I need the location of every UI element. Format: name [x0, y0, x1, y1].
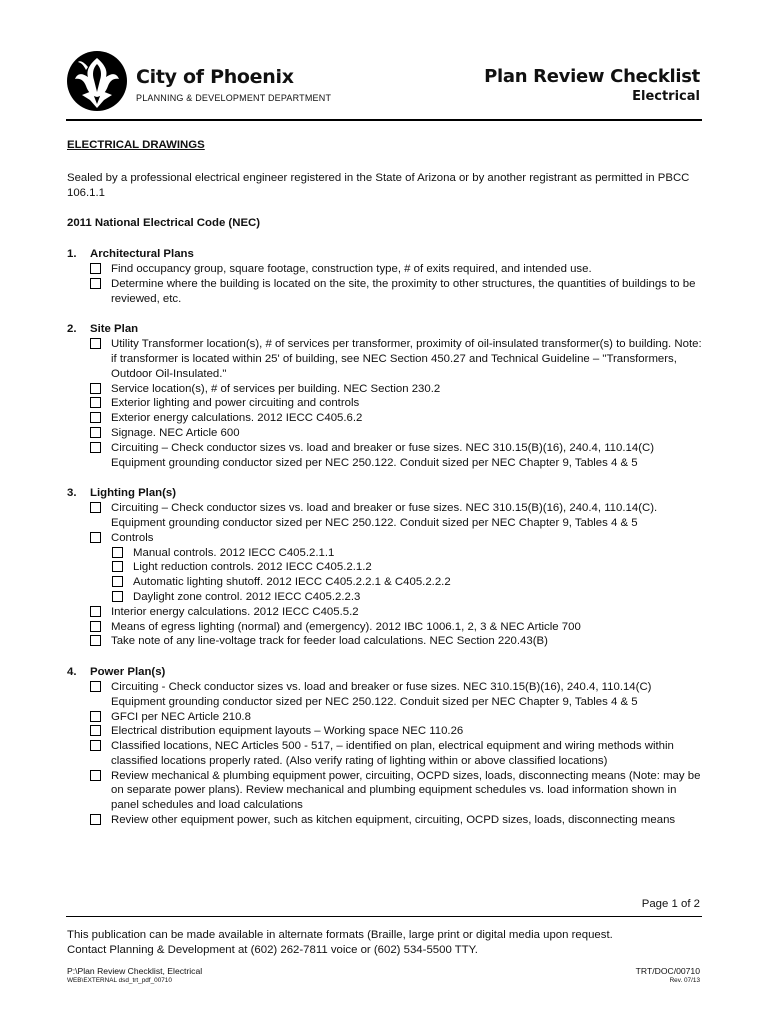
section-architectural-plans — [67, 247, 702, 306]
checklist-item-text: Interior energy calculations. 2012 IECC C405.5.2 — [111, 605, 359, 618]
checklist-item — [67, 501, 702, 531]
checklist-item-text: Electrical distribution equipment layouts – Working space NEC 110.26 — [111, 725, 464, 738]
web-path: WEB\EXTERNAL dsd_trt_pdf_00710 — [67, 977, 172, 984]
checklist-item-text: Exterior lighting and power circuiting and controls — [111, 397, 360, 410]
page-number: Page 1 of 2 — [641, 898, 700, 910]
checkbox[interactable] — [90, 621, 101, 632]
checkbox[interactable] — [90, 383, 101, 394]
checklist-item-text: Service location(s), # of services per building. NEC Section 230.2 — [111, 382, 441, 395]
document-code-block — [636, 966, 700, 986]
checklist-item — [67, 680, 702, 710]
section-heading-row — [67, 665, 702, 680]
document-subtitle: Electrical — [632, 89, 700, 104]
checklist-item — [67, 605, 702, 620]
accessibility-notice — [67, 928, 707, 958]
checklist-item-text: Controls — [111, 531, 154, 544]
section-heading-row — [67, 322, 702, 337]
checklist-item-text: Daylight zone control. 2012 IECC C405.2.2.3 — [133, 590, 361, 603]
section-number: 1. — [67, 248, 77, 261]
checklist-item — [67, 710, 702, 725]
checklist-item-text: Classified locations, NEC Articles 500 - 517, – identified on plan, electrical equipment and wiring methods within classified locations properly rated. (Also verify rating of lighting within or above classified locations) — [111, 740, 674, 767]
checklist-item-text: Utility Transformer location(s), # of services per transformer, proximity of oil-insulated transformer(s) to building. Note: if transformer is located within 25' of building, see NEC Section 450.27 and Technical Guideline – "Transformers, Outdoor Oil-Insulated." — [111, 338, 702, 380]
section-lighting-plans — [67, 486, 702, 649]
checkbox[interactable] — [112, 547, 123, 558]
checkbox[interactable] — [90, 681, 101, 692]
checkbox[interactable] — [90, 442, 101, 453]
checklist-item — [67, 426, 702, 441]
section-title: Power Plan(s) — [90, 666, 166, 679]
notice-line: This publication can be made available in alternate formats (Braille, large print or digital media upon request. — [67, 929, 613, 941]
org-name: City of Phoenix — [136, 66, 294, 88]
section-title: Lighting Plan(s) — [90, 487, 177, 500]
checklist-item — [67, 411, 702, 426]
checklist-item — [67, 634, 702, 649]
notice-line: Contact Planning & Development at (602) 262-7811 voice or (602) 534-5500 TTY. — [67, 944, 478, 956]
checklist-item-text: Circuiting - Check conductor sizes vs. load and breaker or fuse sizes. NEC 310.15(B)(16), 240.4, 110.14(C) Equipment grounding conductor sized per NEC 250.122. Conduit sized per NEC Chapter 9, Tables 4 & 5 — [111, 680, 652, 708]
section-heading-row — [67, 486, 702, 501]
section-number: 4. — [67, 666, 77, 679]
checkbox[interactable] — [90, 338, 101, 349]
section-power-plans — [67, 665, 702, 828]
checklist-item-text: Review mechanical & plumbing equipment power, circuiting, OCPD sizes, loads, disconnecting means (Note: may be on separate power plans). Review mechanical and plumbing equipment schedules vs. load information shown in panel schedules and load calculations — [111, 769, 701, 812]
checklist-subitem — [67, 560, 702, 575]
checklist-item-text: Automatic lighting shutoff. 2012 IECC C405.2.2.1 & C405.2.2.2 — [133, 576, 451, 589]
checkbox[interactable] — [112, 591, 123, 602]
checklist-item-text: Exterior energy calculations. 2012 IECC C405.6.2 — [111, 412, 363, 425]
checklist-content — [67, 138, 702, 844]
checkbox[interactable] — [90, 263, 101, 274]
checklist-item — [67, 262, 702, 277]
checkbox[interactable] — [90, 412, 101, 423]
checklist-item-text: Signage. NEC Article 600 — [111, 426, 240, 439]
checklist-item-text: Light reduction controls. 2012 IECC C405.2.1.2 — [133, 561, 372, 574]
file-reference — [67, 966, 202, 986]
checklist-item — [67, 396, 702, 411]
city-phoenix-logo — [66, 50, 128, 112]
checkbox[interactable] — [90, 635, 101, 646]
checklist-item — [67, 813, 702, 828]
checkbox[interactable] — [90, 814, 101, 825]
checkbox[interactable] — [112, 561, 123, 572]
checkbox[interactable] — [112, 576, 123, 587]
checklist-item — [67, 277, 702, 307]
org-block — [136, 66, 331, 103]
checkbox[interactable] — [90, 278, 101, 289]
section-title: Site Plan — [90, 323, 139, 336]
section-heading-row — [67, 247, 702, 262]
checkbox[interactable] — [90, 427, 101, 438]
checklist-item — [67, 531, 702, 546]
checkbox[interactable] — [90, 532, 101, 543]
header-divider — [66, 119, 702, 121]
checklist-item-text: Manual controls. 2012 IECC C405.2.1.1 — [133, 546, 335, 559]
checklist-item-text: Determine where the building is located on the site, the proximity to other structures, the quantities of buildings to be reviewed, etc. — [111, 277, 696, 305]
checklist-item-text: Circuiting – Check conductor sizes vs. load and breaker or fuse sizes. NEC 310.15(B)(16), 240.4, 110.14(C). Equipment grounding conductor sized per NEC 250.122. Conduit sized per NEC Chapter 9, Tables 4 & 5 — [111, 502, 658, 529]
checkbox[interactable] — [90, 725, 101, 736]
checkbox[interactable] — [90, 397, 101, 408]
revision-label: Rev. 07/13 — [669, 977, 700, 984]
checklist-item-text: Means of egress lighting (normal) and (emergency). 2012 IBC 1006.1, 2, 3 & NEC Article 700 — [111, 620, 581, 633]
section-site-plan — [67, 322, 702, 470]
checklist-subitem — [67, 575, 702, 590]
section-title: Architectural Plans — [90, 248, 194, 261]
section-number: 3. — [67, 487, 77, 500]
checklist-item-text: Take note of any line-voltage track for feeder load calculations. NEC Section 220.43(B) — [111, 635, 548, 648]
checklist-item — [67, 739, 702, 769]
code-reference-title: 2011 National Electrical Code (NEC) — [67, 217, 261, 230]
checklist-item — [67, 337, 702, 381]
section-number: 2. — [67, 323, 77, 336]
document-title: Plan Review Checklist — [484, 66, 700, 87]
checklist-item-text: Review other equipment power, such as kitchen equipment, circuiting, OCPD sizes, loads, disconnecting means — [111, 814, 676, 827]
checkbox[interactable] — [90, 606, 101, 617]
checkbox[interactable] — [90, 711, 101, 722]
checklist-item — [67, 620, 702, 635]
document-code: TRT/DOC/00710 — [635, 966, 700, 976]
checkbox[interactable] — [90, 502, 101, 513]
checklist-item — [67, 724, 702, 739]
checklist-item — [67, 769, 702, 813]
checklist-item-text: GFCI per NEC Article 210.8 — [111, 710, 251, 723]
section-heading: ELECTRICAL DRAWINGS — [67, 139, 205, 151]
checklist-subitem — [67, 546, 702, 561]
checklist-item-text: Circuiting – Check conductor sizes vs. load and breaker or fuse sizes. NEC 310.15(B)(16), 240.4, 110.14(C) Equipment grounding conductor sized per NEC 250.122. Conduit sized per NEC Chapter 9, Tables 4 & 5 — [111, 441, 655, 469]
checklist-item-text: Find occupancy group, square footage, construction type, # of exits required, and intended use. — [111, 262, 592, 275]
checklist-item — [67, 382, 702, 397]
footer-divider — [66, 916, 702, 917]
intro-paragraph: Sealed by a professional electrical engineer registered in the State of Arizona or by another registrant as permitted in PBCC 106.1.1 — [67, 171, 690, 199]
department-name: PLANNING & DEVELOPMENT DEPARTMENT — [136, 93, 332, 103]
file-path: P:\Plan Review Checklist, Electrical — [67, 966, 203, 976]
checkbox[interactable] — [90, 740, 101, 751]
checklist-subitem — [67, 590, 702, 605]
checkbox[interactable] — [90, 770, 101, 781]
checklist-item — [67, 441, 702, 471]
